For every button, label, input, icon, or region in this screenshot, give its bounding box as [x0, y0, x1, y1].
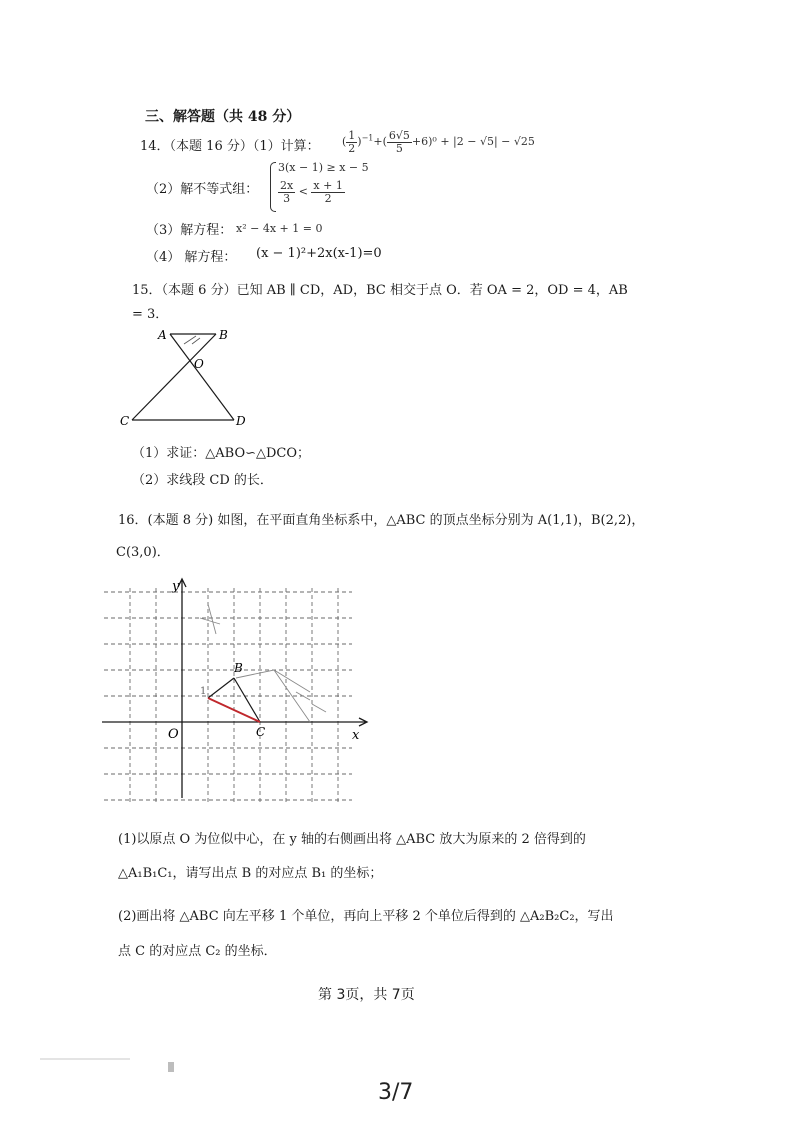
q16-line1: 16．(本题 8 分) 如图，在平面直角坐标系中，△ABC 的顶点坐标分别为 A(1,1)，B(2,2)，: [118, 513, 645, 528]
page-number: 3/7: [378, 1080, 414, 1105]
section-title: 三、解答题（共 48 分）: [145, 109, 301, 125]
q14-head: 14．（本题 16 分）（1）计算：: [140, 139, 320, 154]
label-c-point: C: [256, 725, 266, 739]
grid-lines: [104, 588, 352, 802]
q16-sub2-line1: (2)画出将 △ABC 向左平移 1 个单位，再向上平移 2 个单位后得到的 △A₂B₂C₂，写出: [118, 909, 614, 924]
q15-hourglass-figure: [110, 322, 270, 434]
label-b: B: [219, 328, 228, 342]
q15-line2: = 3．: [132, 307, 169, 322]
label-d: D: [236, 414, 246, 428]
label-one: 1: [200, 686, 207, 697]
q14-part2-label: （2）解不等式组：: [146, 182, 259, 197]
label-origin: O: [168, 727, 179, 742]
label-x: x: [352, 728, 360, 743]
system-brace: [270, 162, 276, 212]
label-o: O: [194, 357, 204, 371]
label-y: y: [172, 579, 180, 594]
inequality-2: $\frac{2x}{3}$ < $\frac{x + 1}{2}$: [280, 179, 343, 205]
scan-smudge: [40, 1058, 130, 1060]
q16-sub2-line2: 点 C 的对应点 C₂ 的坐标．: [118, 944, 277, 959]
q15-sub2: （2）求线段 CD 的长．: [132, 473, 273, 488]
segment-bc: [132, 334, 216, 420]
page-footer-label: 第 3页，共 7页: [318, 987, 415, 1003]
scan-mark: [168, 1062, 174, 1072]
q15-line1: 15．（本题 6 分）已知 AB ∥ CD，AD，BC 相交于点 O．若 OA = 2，OD = 4，AB: [132, 283, 628, 298]
q16-sub1-line1: (1)以原点 O 为位似中心，在 y 轴的右侧画出将 △ABC 放大为原来的 2 倍得到的: [118, 832, 586, 847]
q15-sub1: （1）求证：△ABO∽△DCO；: [132, 446, 311, 461]
segment-ad: [170, 334, 234, 420]
q14-part4-equation: (x − 1)²+2x(x-1)=0: [256, 246, 382, 261]
q16-line2: C(3,0)．: [116, 545, 170, 560]
pencil-sketch: [200, 604, 326, 722]
q16-sub1-line2: △A₁B₁C₁，请写出点 B 的对应点 B₁ 的坐标；: [118, 866, 383, 881]
q14-part3-label: （3）解方程：: [146, 223, 233, 238]
coordinate-grid-figure: [96, 574, 376, 806]
label-b-point: B: [234, 661, 243, 675]
q14-part4-label: （4） 解方程：: [146, 250, 237, 265]
q14-part1-expression: ( $\frac{1}{2}$ )$^{-1}$+( $\frac{6√5}{5}$ +6)⁰ + |2 − √5| − √25: [342, 129, 535, 155]
triangle-side-ab: [208, 678, 234, 698]
label-c: C: [120, 414, 130, 428]
inequality-1: 3(x − 1) ≥ x − 5: [278, 161, 369, 174]
q14-part3-equation: x² − 4x + 1 = 0: [236, 222, 323, 235]
pencil-mark: [184, 336, 200, 344]
label-a: A: [158, 328, 167, 342]
